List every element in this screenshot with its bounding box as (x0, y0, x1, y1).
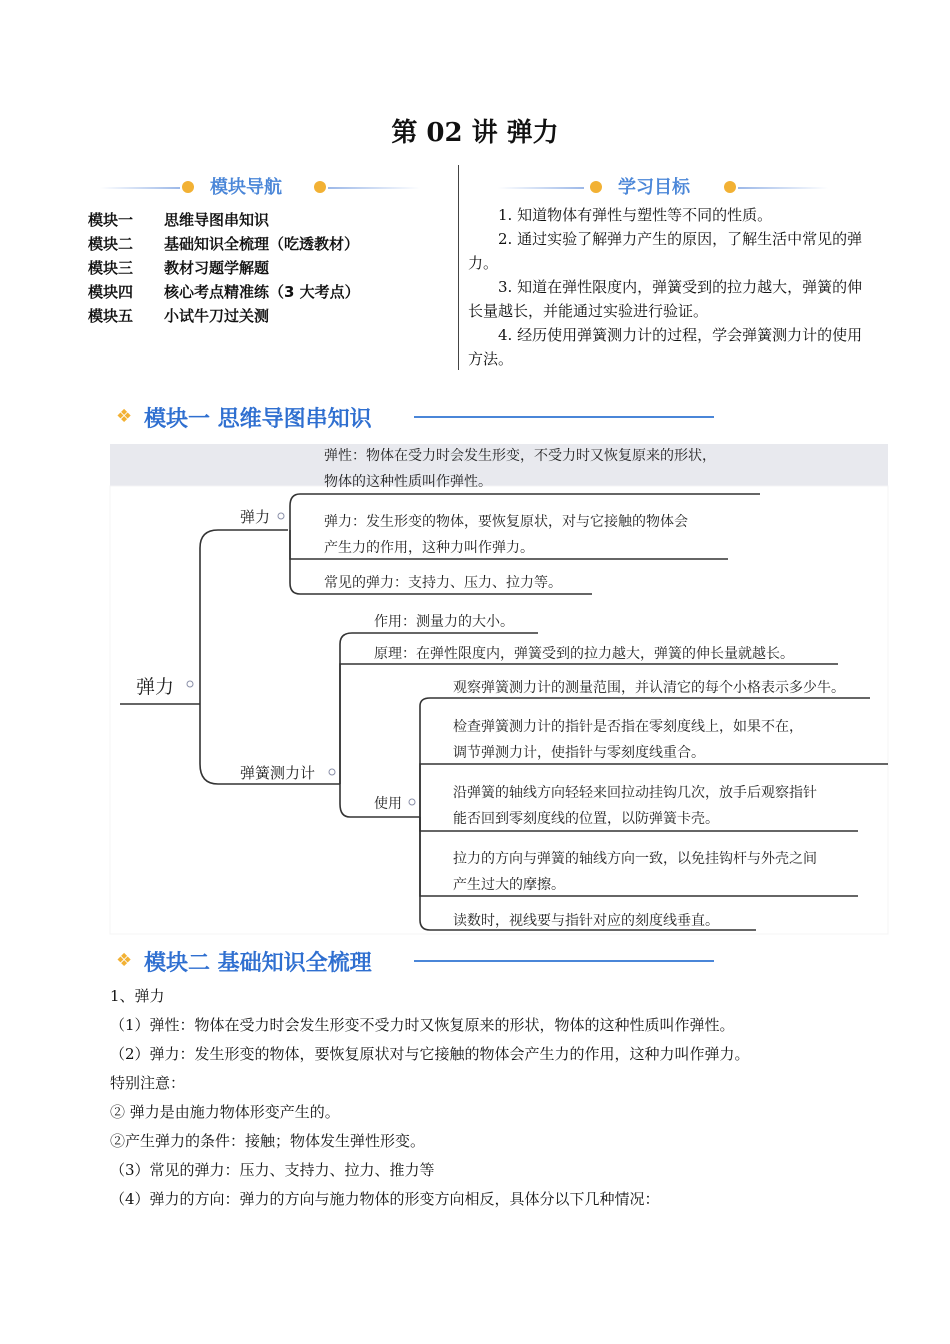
leaf-text: 原理：在弹性限度内，弹簧受到的拉力越大，弹簧的伸长量就越长。 (374, 646, 794, 662)
module-nav-title: 模块导航 (210, 177, 282, 198)
banner-rule (414, 960, 714, 962)
root-node: 弹力 (136, 676, 175, 698)
goal-item: 3. 知道在弹性限度内，弹簧受到的拉力越大，弹簧的伸长量越长，并能通过实验进行验证。 (468, 278, 863, 320)
module2-banner (116, 946, 716, 976)
leaf-text: 检查弹簧测力计的指针是否指在零刻度线上，如果不在， (453, 719, 803, 735)
module2-content (110, 982, 750, 1214)
content-line: 1、弹力 (110, 987, 165, 1005)
content-line: ② 弹力是由施力物体形变产生的。 (110, 1103, 340, 1121)
content-line: （1）弹性：物体在受力时会发生形变不受力时又恢复原来的形状，物体的这种性质叫作弹性。 (110, 1016, 735, 1034)
leaf-text: 产生过大的摩擦。 (453, 877, 565, 893)
content-line: （3）常见的弹力：压力、支持力、拉力、推力等 (110, 1161, 435, 1179)
nav-item: 模块二 基础知识全梳理（吃透教材） (88, 235, 360, 253)
leaf-text: 沿弹簧的轴线方向轻轻来回拉动挂钩几次，放手后观察指针 (453, 785, 817, 801)
leaf-text: 常见的弹力：支持力、压力、拉力等。 (324, 575, 562, 591)
collapse-icon[interactable] (187, 681, 193, 687)
content-line: ②产生弹力的条件：接触；物体发生弹性形变。 (110, 1132, 426, 1150)
branch-node-spring-scale: 弹簧测力计 (240, 764, 316, 782)
collapse-icon[interactable] (329, 769, 335, 775)
leaf-text: 弹力：发生形变的物体，要恢复原状，对与它接触的物体会 (324, 514, 688, 530)
learning-goals-title: 学习目标 (618, 177, 690, 198)
nav-item: 模块四 核心考点精准练（3 大考点） (88, 283, 360, 301)
module2-banner-title: 模块二 基础知识全梳理 (144, 951, 372, 976)
leaf-text: 观察弹簧测力计的测量范围，并认清它的每个小格表示多少牛。 (453, 680, 845, 696)
content-line: （2）弹力：发生形变的物体，要恢复原状对与它接触的物体会产生力的作用，这种力叫作弹力。 (110, 1045, 750, 1063)
leaf-text: 能否回到零刻度线的位置，以防弹簧卡壳。 (453, 811, 719, 827)
content-line: 特别注意： (110, 1074, 186, 1092)
leaf-text: 读数时，视线要与指针对应的刻度线垂直。 (453, 913, 719, 929)
double-arrow-icon: ❖ (116, 950, 133, 971)
collapse-icon[interactable] (409, 799, 415, 805)
content-line: （4）弹力的方向：弹力的方向与施力物体的形变方向相反，具体分以下几种情况： (110, 1190, 660, 1208)
page-title: 第 02 讲 弹力 (391, 118, 559, 148)
goal-item: 4. 经历使用弹簧测力计的过程，学会弹簧测力计的使用方法。 (468, 326, 863, 368)
leaf-text: 物体的这种性质叫作弹性。 (324, 474, 492, 490)
goal-item: 2. 通过实验了解弹力产生的原因，了解生活中常见的弹力。 (468, 230, 863, 272)
module1-banner-title: 模块一 思维导图串知识 (144, 407, 372, 432)
leaf-text: 产生力的作用，这种力叫作弹力。 (324, 540, 534, 556)
leaf-text: 调节弹测力计，使指针与零刻度线重合。 (453, 745, 705, 761)
nav-item: 模块五 小试牛刀过关测 (88, 307, 270, 325)
collapse-icon[interactable] (278, 513, 284, 519)
double-arrow-icon: ❖ (116, 406, 133, 427)
leaf-text: 弹性：物体在受力时会发生形变，不受力时又恢复原来的形状， (324, 448, 716, 464)
branch-node-elasticity: 弹力 (240, 508, 271, 526)
nav-item: 模块一 思维导图串知识 (88, 211, 270, 229)
leaf-text: 拉力的方向与弹簧的轴线方向一致，以免挂钩杆与外壳之间 (453, 851, 817, 867)
branch-node-use: 使用 (374, 796, 402, 812)
nav-item: 模块三 教材习题学解题 (88, 259, 270, 277)
goal-item: 1. 知道物体有弹性与塑性等不同的性质。 (498, 206, 773, 224)
leaf-text: 作用：测量力的大小。 (374, 614, 514, 630)
